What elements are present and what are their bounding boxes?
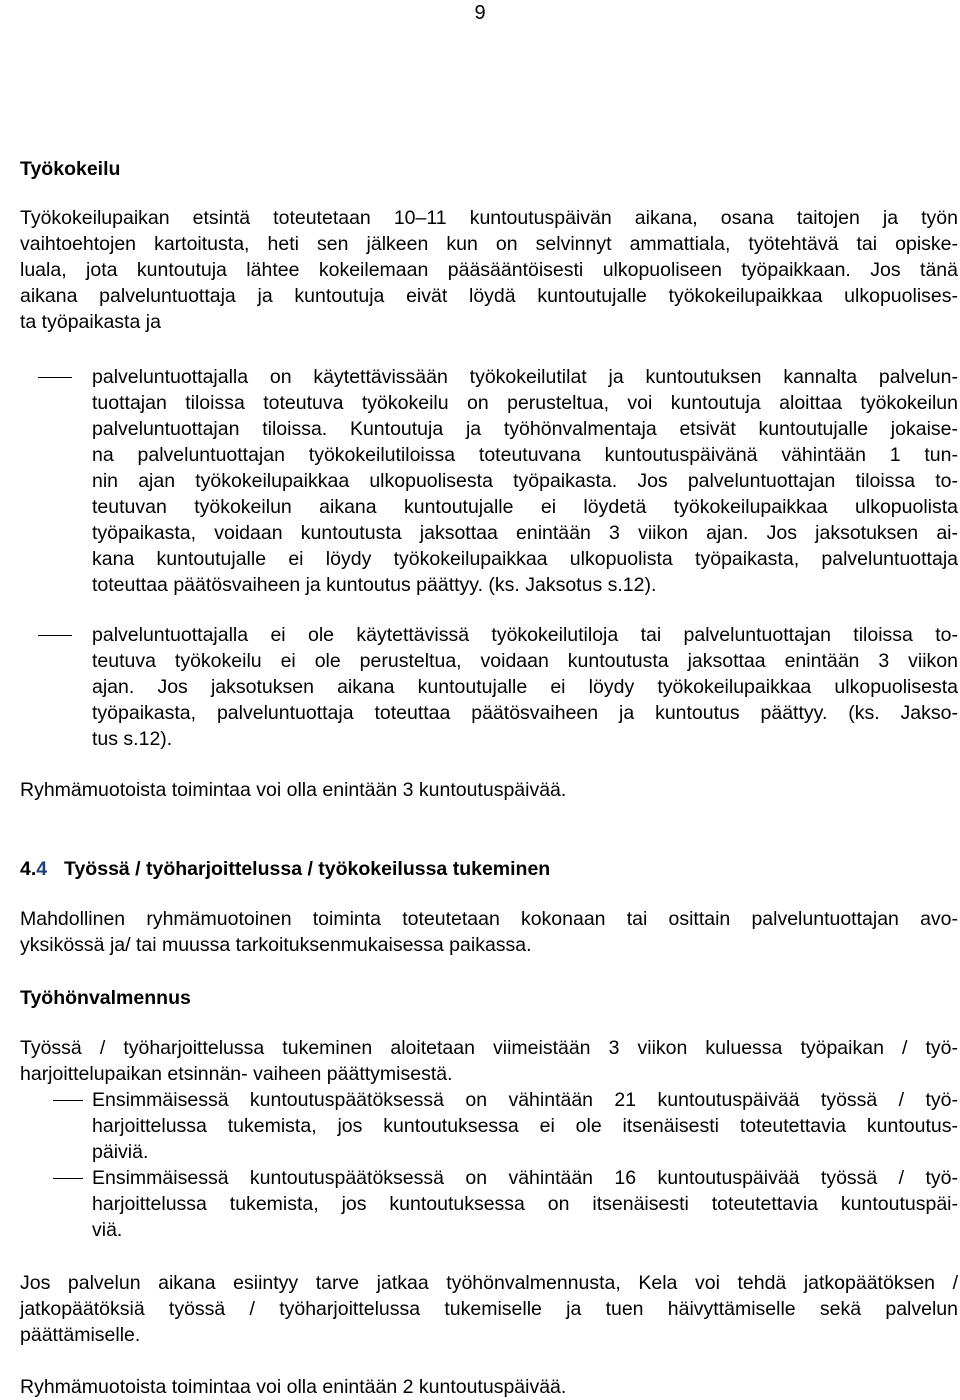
text-line: aikana palveluntuottaja ja kuntoutuja eivät löydä kuntoutujalle työkokeilupaikkaa ulkopuolises- [20, 285, 958, 307]
text-line: nin ajan työkokeilupaikkaa ulkopuolisesta työpaikasta. Jos palveluntuottajan tiloissa to- [92, 470, 958, 492]
text-line: teutuvan työkokeilun aikana kuntoutujalle ei löydetä työkokeilupaikkaa ulkopuolista [92, 496, 958, 518]
text-line: harjoittelupaikan etsinnän- vaiheen päättymisestä. [20, 1063, 453, 1085]
text-line: jatkopäätöksiä työssä / työharjoittelussa tukemiselle ja tuen häivyttämiselle sekä palvelun [20, 1298, 958, 1320]
text-line: ta työpaikasta ja [20, 311, 161, 333]
paragraph-tyokokeilu [20, 205, 958, 335]
text-line: Ensimmäisessä kuntoutuspäätöksessä on vähintään 16 kuntoutuspäivää työssä / työ- [92, 1167, 958, 1189]
heading-tyokokeilu: Työkokeilu [20, 158, 121, 180]
text-line: harjoittelussa tukemista, jos kuntoutuksessa ei ole itsenäisesti toteutettavia kuntoutus- [92, 1115, 958, 1137]
text-line: toteuttaa päätösvaiheen ja kuntoutus päättyy. (ks. Jaksotus s.12). [92, 574, 657, 596]
text-line: päiviä. [92, 1141, 149, 1163]
text-line: Ryhmämuotoista toimintaa voi olla enintään 2 kuntoutuspäivää. [20, 1376, 567, 1398]
dash-bullet-icon [53, 1178, 83, 1179]
text-line: teutuva työkokeilu ei ole perusteltua, voidaan kuntoutusta jaksottaa enintään 3 viikon [92, 650, 958, 672]
dash-bullet-icon [38, 635, 72, 636]
text-line: Ryhmämuotoista toimintaa voi olla enintään 3 kuntoutuspäivää. [20, 779, 567, 801]
text-line: Työkokeilupaikan etsintä toteutetaan 10–11 kuntoutuspäivän aikana, osana taitojen ja työn [20, 207, 958, 229]
text-line: na palveluntuottajan työkokeilutiloissa toteutuvana kuntoutuspäivänä vähintään 1 tun- [92, 444, 958, 466]
section-title: Työssä / työharjoittelussa / työkokeilussa tukeminen [64, 858, 551, 880]
text-line: Ensimmäisessä kuntoutuspäätöksessä on vähintään 21 kuntoutuspäivää työssä / työ- [92, 1089, 958, 1111]
text-line: harjoittelussa tukemista, jos kuntoutuksessa on itsenäisesti toteutettavia kuntoutuspäi- [92, 1193, 958, 1215]
text-line: Mahdollinen ryhmämuotoinen toiminta toteutetaan kokonaan tai osittain palveluntuottajan avo- [20, 908, 958, 930]
text-line: tuottajan tiloissa toteutuva työkokeilu on perusteltua, voi kuntoutuja aloittaa työkokeilun [92, 392, 958, 414]
text-line: viä. [92, 1219, 123, 1241]
text-line: tus s.12). [92, 728, 173, 750]
text-line: kana kuntoutujalle ei löydy työkokeilupaikkaa ulkopuolista työpaikasta, palveluntuottaja [92, 548, 958, 570]
text-line: palveluntuottajalla on käytettävissään työkokeilutilat ja kuntoutuksen kannalta palvelun- [92, 366, 958, 388]
heading-tyohonvalmennus: Työhönvalmennus [20, 987, 191, 1009]
section-number: 4.4 [20, 858, 48, 880]
text-line: ajan. Jos jaksotuksen aikana kuntoutujalle ei löydy työkokeilupaikkaa ulkopuolisesta [92, 676, 958, 698]
text-line: Työssä / työharjoittelussa tukeminen aloitetaan viimeistään 3 viikon kuluessa työpaikan / työ- [20, 1037, 958, 1059]
dash-bullet-icon [38, 377, 72, 378]
group-note-3-days [20, 777, 958, 803]
paragraph-jatkopaatos [20, 1270, 958, 1348]
dash-bullet-icon [53, 1100, 83, 1101]
section-heading-4-4 [0, 856, 550, 882]
text-line: yksikössä ja/ tai muussa tarkoituksenmukaisessa paikassa. [20, 934, 532, 956]
text-line: luala, jota kuntoutuja lähtee kokeilemaan pääsääntöisesti ulkopuoliseen työpaikkaan. Jos tänä [20, 259, 958, 281]
group-note-2-days [20, 1374, 958, 1400]
text-line: palveluntuottajan tiloissa. Kuntoutuja ja työhönvalmentaja etsivät kuntoutujalle jokaise- [92, 418, 958, 440]
text-line: vaihtoehtojen kartoitusta, heti sen jälkeen kun on selvinnyt ammattiala, työtehtävä tai opiske- [20, 233, 958, 255]
text-line: työpaikasta, palveluntuottaja toteuttaa päätösvaiheen ja kuntoutus päättyy. (ks. Jakso- [92, 702, 958, 724]
paragraph-ryhmamuotoinen [20, 906, 958, 958]
text-line: palveluntuottajalla ei ole käytettävissä työkokeilutiloja tai palveluntuottajan tiloissa to- [92, 624, 958, 646]
text-line: Jos palvelun aikana esiintyy tarve jatkaa työhönvalmennusta, Kela voi tehdä jatkopäätöksen / [20, 1272, 958, 1294]
paragraph-tyohonvalmennus [20, 1035, 958, 1087]
text-line: työpaikasta, voidaan kuntoutusta jaksottaa enintään 3 viikon ajan. Jos jaksotuksen ai- [92, 522, 958, 544]
text-line: päättämiselle. [20, 1324, 141, 1346]
page-number: 9 [474, 2, 486, 24]
